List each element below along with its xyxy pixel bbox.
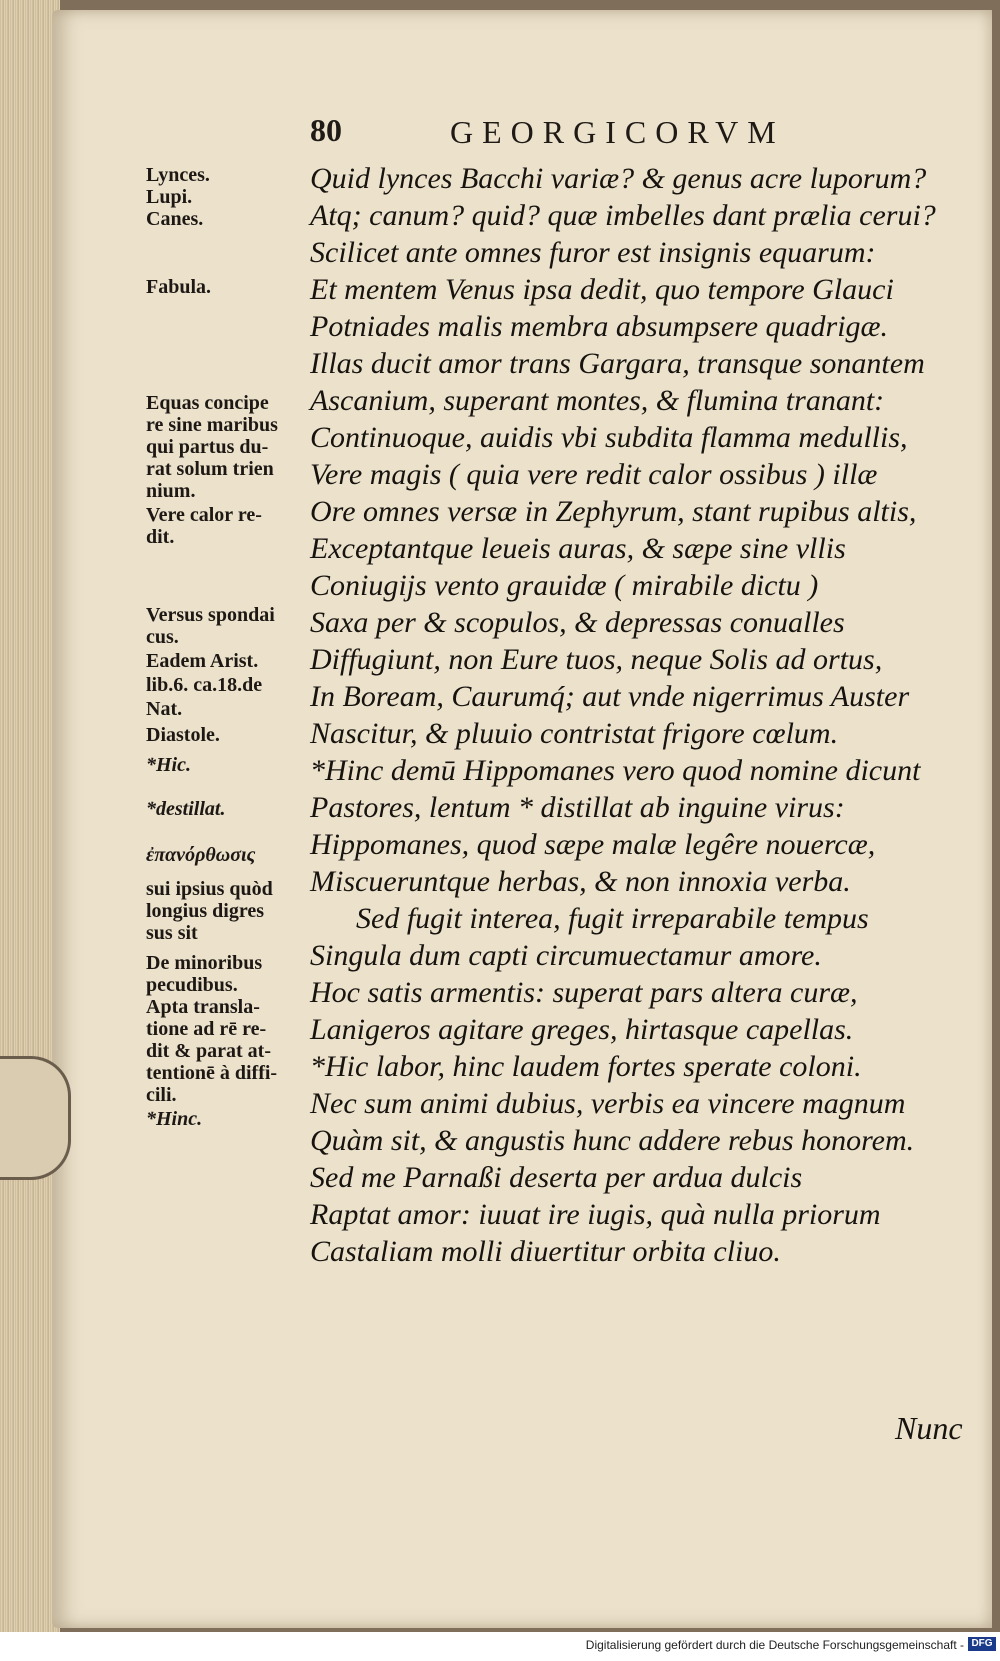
verse-line: Saxa per & scopulos, & depressas conualles (310, 606, 845, 639)
verse-line: Vere magis ( quia vere redit calor ossibus ) illæ (310, 458, 878, 491)
gloss-line: lib.6. ca.18.de (146, 674, 263, 696)
gloss-line: Diastole. (146, 724, 220, 746)
gloss-line: tentionē à diffi- (146, 1062, 278, 1084)
verse-line: Quid lynces Bacchi variæ? & genus acre luporum? (310, 162, 927, 195)
verse-line: Et mentem Venus ipsa dedit, quo tempore Glauci (310, 273, 894, 306)
dfg-logo: DFG (968, 1637, 996, 1651)
page-edges (0, 0, 60, 1632)
verse-line: Sed me Parnaßi deserta per ardua dulcis (310, 1161, 803, 1194)
verse-line: Quàm sit, & angustis hunc addere rebus honorem. (310, 1124, 915, 1157)
gloss-line: nium. (146, 480, 196, 502)
gloss-line: Vere calor re- (146, 504, 262, 526)
gloss-line: *Hic. (146, 754, 191, 776)
gloss-line: Lynces. (146, 164, 210, 186)
verse-line: Nec sum animi dubius, verbis ea vincere magnum (310, 1087, 906, 1120)
verse-line: Atq; canum? quid? quæ imbelles dant prælia cerui? (310, 199, 936, 232)
gloss-line: *Hinc. (146, 1108, 203, 1130)
catchword: Nunc (895, 1410, 963, 1446)
gloss-line: dit. (146, 526, 175, 548)
verse-line: Nascitur, & pluuio contristat frigore cœlum. (310, 717, 839, 750)
gloss-line: pecudibus. (146, 974, 238, 996)
gloss-line: Versus spondai (146, 604, 275, 626)
gloss-line: qui partus du- (146, 436, 269, 458)
verse-line: Ore omnes versæ in Zephyrum, stant rupibus altis, (310, 495, 917, 528)
gloss-line: Canes. (146, 208, 204, 230)
verse-line: Miscueruntque herbas, & non innoxia verba. (310, 865, 851, 898)
verse-line: Hippomanes, quod sæpe malæ legêre nouercæ, (310, 828, 876, 861)
verse-line: Diffugiunt, non Eure tuos, neque Solis ad ortus, (310, 643, 883, 676)
funding-credit: Digitalisierung gefördert durch die Deutsche Forschungsgemeinschaft - (585, 1638, 964, 1652)
gloss-line: dit & parat at- (146, 1040, 271, 1062)
clasp-ribbon (0, 1056, 71, 1180)
verse-line: Sed fugit interea, fugit irreparabile tempus (356, 902, 869, 935)
gloss-line: sui ipsius quòd (146, 878, 273, 900)
verse-line: Castaliam molli diuertitur orbita cliuo. (310, 1235, 781, 1268)
verse-line: *Hinc demū Hippomanes vero quod nomine dicunt (310, 754, 921, 787)
gloss-line: Equas concipe (146, 392, 269, 414)
gloss-line: longius digres (146, 900, 264, 922)
gloss-line: re sine maribus (146, 414, 278, 436)
gloss-line: rat solum trien (146, 458, 274, 480)
verse-line: Hoc satis armentis: superat pars altera curæ, (310, 976, 858, 1009)
gloss-line: cili. (146, 1084, 177, 1106)
verse-line: Scilicet ante omnes furor est insignis equarum: (310, 236, 876, 269)
verse-line: Pastores, lentum * distillat ab inguine virus: (310, 791, 845, 824)
gloss-line: Nat. (146, 698, 183, 720)
gloss-line: Apta transla- (146, 996, 260, 1018)
verse-line: Coniugijs vento grauidæ ( mirabile dictu ) (310, 569, 819, 602)
verse-line: Singula dum capti circumuectamur amore. (310, 939, 822, 972)
verse-line: Raptat amor: iuuat ire iugis, quà nulla priorum (310, 1198, 881, 1231)
gloss-line: De minoribus (146, 952, 263, 974)
verse-line: Exceptantque leueis auras, & sæpe sine vllis (310, 532, 846, 565)
gloss-line: cus. (146, 626, 179, 648)
gloss-line: Eadem Arist. (146, 650, 259, 672)
gloss-line: ἐπανόρθωσις (146, 844, 256, 866)
verse-line: Ascanium, superant montes, & flumina tranant: (310, 384, 885, 417)
running-title: GEORGICORVM (450, 114, 785, 150)
page-header (310, 112, 870, 156)
gloss-line: tione ad rē re- (146, 1018, 267, 1040)
gloss-line: sus sit (146, 922, 198, 944)
footer-bar (0, 1632, 1000, 1661)
gloss-line: *destillat. (146, 798, 226, 820)
gloss-line: Fabula. (146, 276, 212, 298)
verse-line: Illas ducit amor trans Gargara, transque sonantem (310, 347, 925, 380)
gloss-line: Lupi. (146, 186, 193, 208)
page-number: 80 (310, 112, 342, 148)
verse-line: Lanigeros agitare greges, hirtasque capellas. (310, 1013, 854, 1046)
verse-line: Potniades malis membra absumpsere quadrigæ. (310, 310, 889, 343)
verse-line: In Boream, Caurumq́; aut vnde nigerrimus Auster (310, 680, 910, 713)
verse-line: Continuoque, auidis vbi subdita flamma medullis, (310, 421, 908, 454)
verse-line: *Hic labor, hinc laudem fortes sperate coloni. (310, 1050, 862, 1083)
